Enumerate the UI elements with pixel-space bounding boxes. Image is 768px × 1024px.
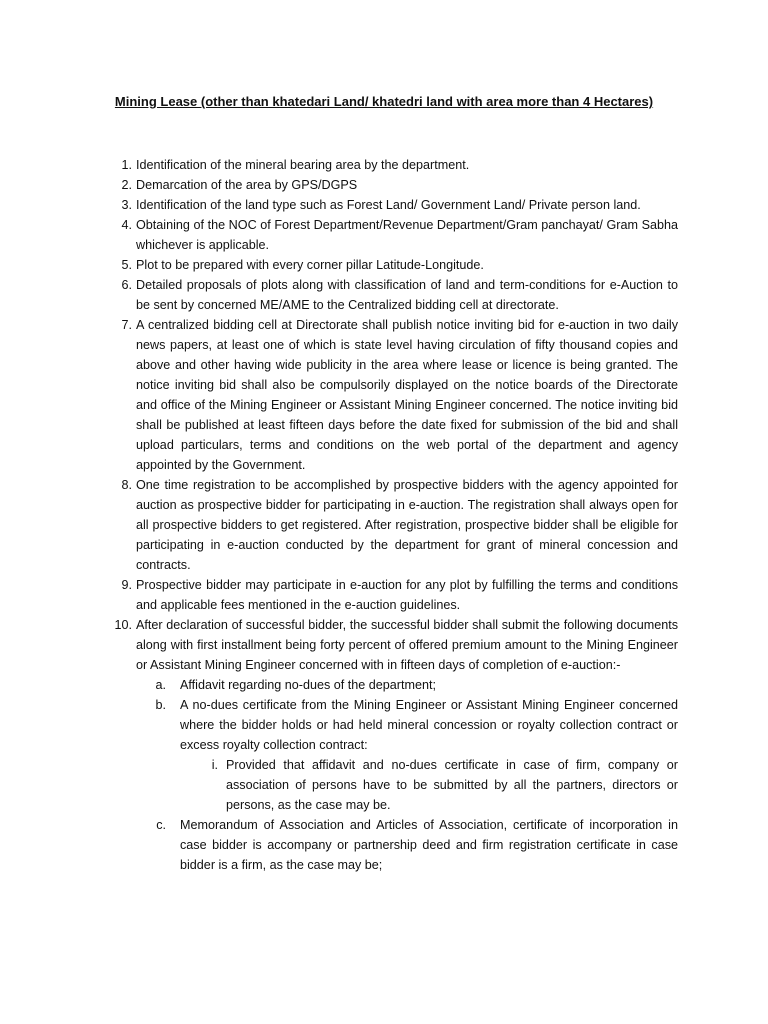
list-item: [108, 615, 678, 675]
list-item: [108, 575, 678, 615]
item-number: 8.: [121, 478, 132, 492]
item-number: 5.: [121, 258, 132, 272]
item-number: 4.: [121, 218, 132, 232]
item-text: After declaration of successful bidder, the successful bidder shall submit the following documents along with first installment being forty percent of offered premium amount to the Mining Engineer or Assistant Mining Engineer concerned with in fifteen days of completion of e-auction:-: [136, 618, 678, 672]
item-text: Identification of the land type such as Forest Land/ Government Land/ Private person land.: [136, 198, 641, 212]
subitem-letter: a.: [155, 678, 166, 692]
sublist-item: [136, 815, 678, 875]
item-text: Demarcation of the area by GPS/DGPS: [136, 178, 358, 192]
item-text: Plot to be prepared with every corner pillar Latitude-Longitude.: [136, 258, 484, 272]
sublist-item: [136, 695, 678, 755]
item-number: 9.: [121, 578, 132, 592]
item-text: Detailed proposals of plots along with classification of land and term-conditions for e-Auction to be sent by concerned ME/AME to the Centralized bidding cell at directorate.: [136, 278, 678, 312]
item-number: 10.: [114, 618, 132, 632]
subitem-text: A no-dues certificate from the Mining Engineer or Assistant Mining Engineer concerned where the bidder holds or had held mineral concession or royalty collection contract or excess royalty collection contract:: [180, 698, 678, 752]
list-item: [108, 275, 678, 315]
item-number: 7.: [121, 318, 132, 332]
subsubitem-text: Provided that affidavit and no-dues certificate in case of firm, company or association of persons have to be submitted by all the partners, directors or persons, as the case may be.: [226, 758, 678, 812]
subitem-text: Memorandum of Association and Articles of Association, certificate of incorporation in case bidder is accompany or partnership deed and firm registration certificate in case bidder is a firm, as the case may be;: [180, 818, 678, 872]
list-item: [108, 175, 678, 195]
item-text: Identification of the mineral bearing area by the department.: [136, 158, 470, 172]
item-number: 2.: [121, 178, 132, 192]
item-text: Obtaining of the NOC of Forest Department/Revenue Department/Gram panchayat/ Gram Sabha whichever is applicable.: [136, 218, 678, 252]
list-item: [108, 195, 678, 215]
list-item: [108, 255, 678, 275]
list-item: [108, 155, 678, 175]
subitem-text: Affidavit regarding no-dues of the department;: [180, 678, 437, 692]
list-item: [108, 475, 678, 575]
subsubitem-roman: i.: [211, 758, 218, 772]
list-item: [108, 315, 678, 475]
documents-sublist: [108, 675, 678, 875]
item-text: A centralized bidding cell at Directorate shall publish notice inviting bid for e-auction in two daily news papers, at least one of which is state level having circulation of fifty thousand copies and above and other having wide publicity in the area where lease or licence is being granted. The notice inviting bid shall also be compulsorily displayed on the notice boards of the Directorate and office of the Mining Engineer or Assistant Mining Engineer concerned. The notice inviting bid shall be published at least fifteen days before the date fixed for submission of the bid and shall upload particulars, terms and conditions on the web portal of the department and agency appointed by the Government.: [136, 318, 678, 472]
subitem-letter: b.: [155, 698, 166, 712]
item-number: 6.: [121, 278, 132, 292]
sub-sublist-item: [136, 755, 678, 815]
document-title: Mining Lease (other than khatedari Land/ khatedri land with area more than 4 Hectares): [114, 94, 654, 109]
item-number: 3.: [121, 198, 132, 212]
subitem-letter: c.: [156, 818, 166, 832]
procedure-list: [108, 155, 678, 875]
item-text: One time registration to be accomplished by prospective bidders with the agency appointed for auction as prospective bidder for participating in e-auction. The registration shall always open for all prospective bidders to get registered. After registration, prospective bidder shall be eligible for participating in e-auction conducted by the department for grant of mineral concession and contracts.: [136, 478, 678, 572]
item-number: 1.: [121, 158, 132, 172]
sublist-item: [136, 675, 678, 695]
list-item: [108, 215, 678, 255]
item-text: Prospective bidder may participate in e-auction for any plot by fulfilling the terms and conditions and applicable fees mentioned in the e-auction guidelines.: [136, 578, 678, 612]
